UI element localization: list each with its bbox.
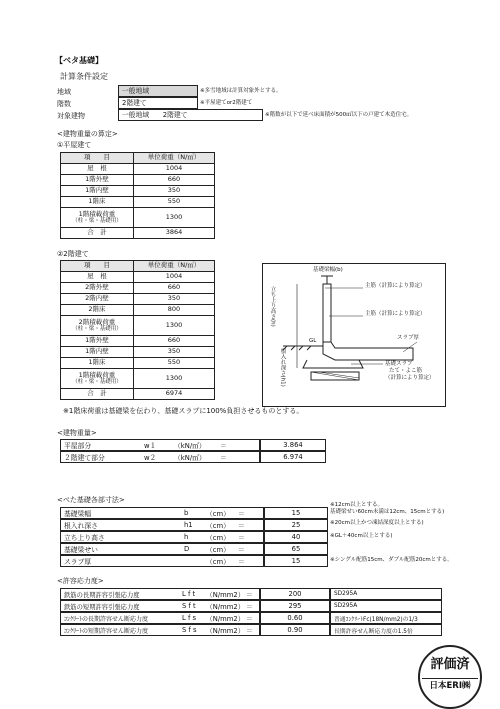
label-gl: GL [309, 338, 317, 344]
row-item: 2階内壁 [61, 294, 134, 305]
condition-label: 地域 [57, 88, 71, 96]
condition-value: 一般地域 [118, 85, 198, 97]
total-label: 合 計 [61, 228, 134, 239]
allow-row: 鉄筋の長期許容引張応力度 L f t （N/mm2） ＝ [60, 588, 260, 600]
dim-row: 立ち上り高さ h （cm） ＝ [60, 531, 264, 543]
allow-heading: <許容応力度> [57, 577, 104, 585]
total-label: 合 計 [61, 389, 134, 400]
row-value: 660 [134, 336, 215, 347]
allow-row: 鉄筋の短期許容引張応力度 S f t （N/mm2） ＝ [60, 600, 260, 612]
label-footing3: （計算により算定） [385, 375, 435, 381]
row-item: 2階外壁 [61, 283, 134, 294]
dim-row: 基礎梁せい D （cm） ＝ [60, 543, 264, 555]
weight-row: 平屋部分 w１ （kN/㎡） ＝ [60, 439, 260, 451]
row-value: 660 [134, 175, 215, 186]
col-item: 項 目 [61, 153, 134, 164]
page-title: 【ベタ基礎】 [55, 56, 103, 65]
dim-row: 基礎梁幅 b （cm） ＝ [60, 507, 264, 519]
dim-note: ※12cm以上とする。 [330, 502, 383, 508]
row-item: 1階外壁 [61, 336, 134, 347]
allow-value: 0.60 [260, 612, 330, 624]
label-footing2: たて・よこ筋 [389, 368, 423, 374]
allow-note: SD295A [330, 600, 442, 612]
row-item: 屋 根 [61, 164, 134, 175]
row-value: 350 [134, 294, 215, 305]
allow-row: ｺﾝｸﾘｰﾄの長期許容せん断応力度 L f s （N/mm2） ＝ [60, 612, 260, 624]
dim-note: ※20cm以上かつ凍結深度以上とする) [330, 520, 424, 526]
label-main1: 主筋（計算により算定） [365, 283, 426, 289]
row-item: 1階内壁 [61, 347, 134, 358]
row-value: 350 [134, 347, 215, 358]
allow-value: 0.90 [260, 624, 330, 636]
row-value: 550 [134, 358, 215, 369]
row-item: 2階積載荷重 （柱・梁・基礎用） [61, 316, 134, 336]
row-value: 1004 [134, 272, 215, 283]
row-item: 1階床 [61, 197, 134, 208]
row-value: 550 [134, 197, 215, 208]
row-value: 660 [134, 283, 215, 294]
allow-note: SD295A [330, 588, 442, 600]
row-item: 1階内壁 [61, 186, 134, 197]
col-unit: 単位荷重（N/㎡） [134, 153, 215, 164]
two-story-table [60, 260, 215, 400]
row-item: 2階床 [61, 305, 134, 316]
weight-value: 6.974 [260, 451, 326, 463]
two-story-heading: ②2階建て [57, 250, 89, 258]
row-value: 1300 [134, 316, 215, 336]
col-item: 項 目 [61, 261, 134, 272]
col-unit: 単位荷重（N/㎡） [134, 261, 215, 272]
row-value: 1300 [134, 369, 215, 389]
dim-value: 25 [264, 519, 328, 531]
dim-note: 基礎梁せい60cm未満は12cm、15cmとする) [330, 509, 445, 515]
total-value: 3864 [134, 228, 215, 239]
condition-label: 階数 [57, 100, 71, 108]
row-value: 1300 [134, 208, 215, 228]
weight-heading: <建物重量の算定> [57, 130, 118, 138]
dim-value: 40 [264, 531, 328, 543]
condition-note: ※平屋建てor2階建て [200, 100, 253, 106]
row-item: 屋 根 [61, 272, 134, 283]
condition-value: 一般地域 2階建て [118, 109, 263, 121]
weight-note: ※1階床荷重は基礎梁を伝わり、基礎スラブに100%負担させるものとする。 [63, 407, 304, 415]
weight-value: 3.864 [260, 439, 326, 451]
condition-value: 2階建て [118, 97, 198, 109]
foundation-diagram [262, 263, 446, 407]
label-ft-height: 立ち上り高さ(h) [269, 286, 276, 327]
dim-note: ※GL＋40cm以上とする) [330, 533, 393, 539]
label-slab: スラブ厚 [397, 335, 420, 341]
row-item: 1階外壁 [61, 175, 134, 186]
dim-row: 根入れ深さ h1 （cm） ＝ [60, 519, 264, 531]
condition-note: ※階数が以下で延べ床面積が500㎡以下の戸建て木造住宅。 [265, 112, 413, 118]
row-item: 1階積載荷重 （柱・梁・基礎用） [61, 208, 134, 228]
allow-value: 200 [260, 588, 330, 600]
label-beam: 基礎梁幅(b) [313, 267, 343, 273]
allow-row: ｺﾝｸﾘｰﾄの短期許容せん断応力度 S f s （N/mm2） ＝ [60, 624, 260, 636]
label-main2: 主筋（計算により算定） [365, 311, 426, 317]
allow-note: 普通ｺﾝｸﾘｰﾄFc(18N/mm2)の1/3 [330, 612, 442, 624]
label-footing: 基礎スラブ [385, 361, 413, 367]
allow-note: 長期許容せん断応力度の1.5倍 [330, 624, 442, 636]
dim-note: ※シングル配筋15cm、ダブル配筋20cmとする。 [330, 557, 453, 563]
approval-stamp [418, 645, 482, 709]
row-item: 1階積載荷重 （柱・梁・基礎用） [61, 369, 134, 389]
label-embed: 根入れ深さ(h1) [279, 348, 286, 387]
condition-note: ※多雪地域は計算対象外とする。 [200, 88, 282, 94]
dims-heading: <べた基礎各部寸法> [57, 496, 125, 504]
stamp-top-text: 評価済 [430, 657, 470, 672]
dim-value: 15 [264, 507, 328, 519]
total-value: 6974 [134, 389, 215, 400]
dim-row: スラブ厚 （cm） ＝ [60, 555, 264, 567]
row-item: 1階床 [61, 358, 134, 369]
dim-value: 65 [264, 543, 328, 555]
row-value: 800 [134, 305, 215, 316]
row-value: 1004 [134, 164, 215, 175]
one-story-heading: ①平屋建て [57, 141, 92, 149]
condition-label: 対象建物 [57, 112, 85, 120]
stamp-bottom-text: 日本ERI㈱ [429, 681, 471, 691]
conditions-heading: 計算条件設定 [60, 72, 108, 81]
building-weight-heading: <建物重量> [57, 429, 97, 437]
one-story-table [60, 152, 215, 239]
weight-row: ２階建て部分 w２ （kN/㎡） ＝ [60, 451, 260, 463]
dim-value: 15 [264, 555, 328, 567]
allow-value: 295 [260, 600, 330, 612]
row-value: 350 [134, 186, 215, 197]
